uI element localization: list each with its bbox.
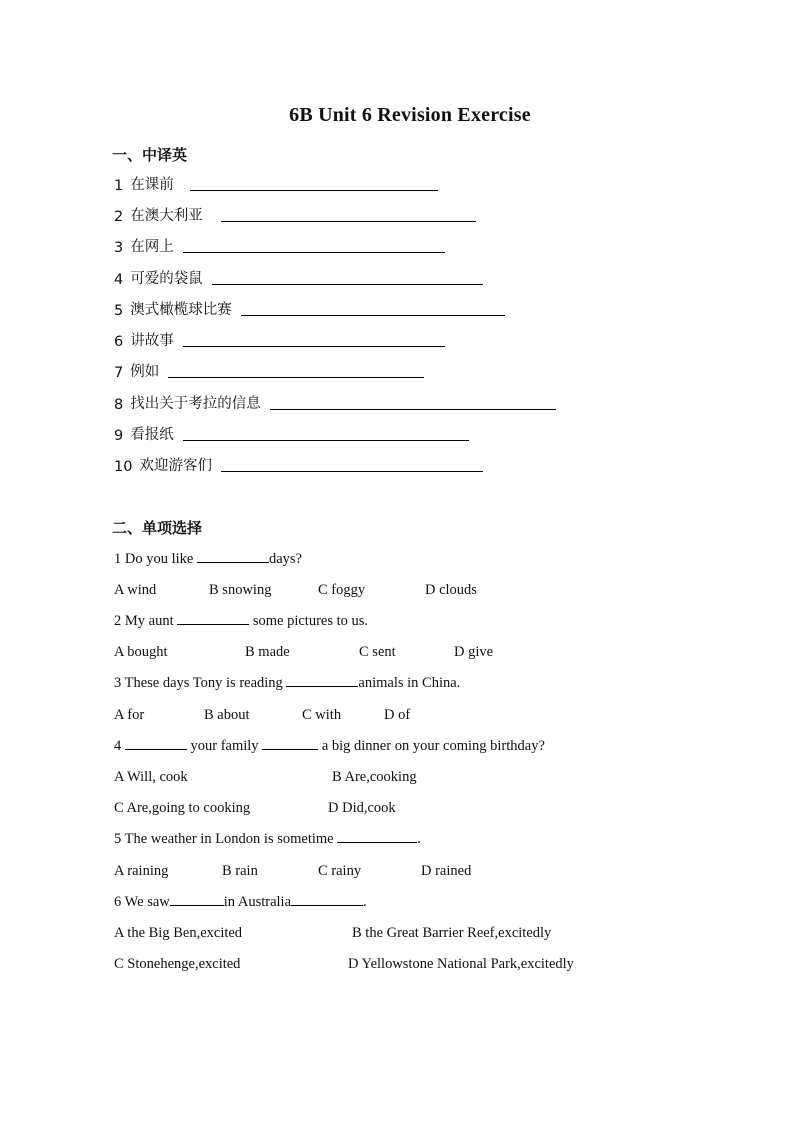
translation-item bbox=[114, 205, 476, 225]
option-a[interactable]: A bought bbox=[114, 644, 168, 660]
question-3 bbox=[114, 675, 460, 692]
translation-item bbox=[114, 268, 483, 288]
translation-item bbox=[114, 361, 424, 381]
answer-blank[interactable] bbox=[190, 189, 438, 191]
option-b[interactable]: B the Great Barrier Reef,excitedly bbox=[352, 925, 552, 941]
item-number: 3 bbox=[114, 240, 124, 256]
answer-blank[interactable] bbox=[221, 470, 483, 472]
answer-blank[interactable] bbox=[183, 439, 469, 441]
option-c[interactable]: C rainy bbox=[318, 863, 362, 879]
answer-blank[interactable] bbox=[221, 220, 476, 222]
answer-blank[interactable] bbox=[183, 345, 445, 347]
translation-item bbox=[114, 330, 445, 350]
option-b[interactable]: B made bbox=[245, 644, 290, 660]
option-c[interactable]: C Stonehenge,excited bbox=[114, 956, 241, 972]
question-2 bbox=[114, 613, 368, 630]
option-b[interactable]: B about bbox=[204, 707, 250, 723]
answer-blank[interactable] bbox=[241, 314, 505, 316]
answer-blank[interactable] bbox=[337, 841, 417, 843]
question-text: some pictures to us. bbox=[249, 613, 369, 629]
item-number: 4 bbox=[114, 272, 124, 288]
option-d[interactable]: D rained bbox=[421, 863, 472, 879]
question-1 bbox=[114, 551, 302, 568]
option-b[interactable]: B snowing bbox=[209, 582, 272, 598]
translation-item bbox=[114, 455, 483, 475]
question-text: days? bbox=[268, 551, 302, 567]
question-text: . bbox=[417, 831, 421, 847]
answer-blank[interactable] bbox=[125, 748, 187, 750]
answer-blank[interactable] bbox=[286, 685, 358, 687]
item-number: 10 bbox=[114, 459, 133, 475]
item-number: 7 bbox=[114, 365, 124, 381]
translation-item bbox=[114, 236, 445, 256]
answer-blank[interactable] bbox=[177, 623, 249, 625]
answer-blank[interactable] bbox=[270, 408, 556, 410]
item-text: 在网上 bbox=[130, 239, 174, 255]
question-text: animals in China. bbox=[358, 675, 461, 691]
translation-item bbox=[114, 393, 556, 413]
item-text: 在课前 bbox=[130, 177, 174, 193]
item-number: 1 bbox=[114, 178, 124, 194]
section-heading-multiple-choice: 二、单项选择 bbox=[112, 519, 203, 537]
option-d[interactable]: D clouds bbox=[425, 582, 477, 598]
item-number: 2 bbox=[114, 209, 124, 225]
question-text: 3 These days Tony is reading bbox=[114, 675, 287, 691]
question-text: 5 The weather in London is sometime bbox=[114, 831, 338, 847]
question-text: your family bbox=[186, 738, 263, 754]
question-text: 6 We saw bbox=[114, 894, 170, 910]
option-c[interactable]: C sent bbox=[359, 644, 396, 660]
answer-blank[interactable] bbox=[212, 283, 483, 285]
answer-blank[interactable] bbox=[197, 561, 269, 563]
option-d[interactable]: D Yellowstone National Park,excitedly bbox=[348, 956, 574, 972]
question-text: 4 bbox=[114, 738, 125, 754]
question-text: in Australia bbox=[223, 894, 292, 910]
option-d[interactable]: D give bbox=[454, 644, 494, 660]
answer-blank[interactable] bbox=[262, 748, 318, 750]
option-c[interactable]: C Are,going to cooking bbox=[114, 800, 251, 816]
option-c[interactable]: C with bbox=[302, 707, 342, 723]
section-heading-translation: 一、中译英 bbox=[112, 146, 188, 164]
translation-item bbox=[114, 424, 469, 444]
question-6 bbox=[114, 894, 367, 911]
option-a[interactable]: A the Big Ben,excited bbox=[114, 925, 243, 941]
item-text: 看报纸 bbox=[130, 427, 174, 443]
question-text: 2 My aunt bbox=[114, 613, 178, 629]
question-text: 1 Do you like bbox=[114, 551, 197, 567]
page-title: 6B Unit 6 Revision Exercise bbox=[289, 104, 531, 126]
option-d[interactable]: D Did,cook bbox=[328, 800, 396, 816]
item-number: 8 bbox=[114, 397, 124, 413]
option-b[interactable]: B Are,cooking bbox=[332, 769, 417, 785]
answer-blank[interactable] bbox=[168, 376, 424, 378]
answer-blank[interactable] bbox=[170, 904, 224, 906]
translation-item bbox=[114, 174, 438, 194]
option-a[interactable]: A for bbox=[114, 707, 145, 723]
option-c[interactable]: C foggy bbox=[318, 582, 366, 598]
question-5 bbox=[114, 831, 421, 848]
translation-item bbox=[114, 299, 505, 319]
option-d[interactable]: D of bbox=[384, 707, 411, 723]
option-a[interactable]: A wind bbox=[114, 582, 157, 598]
option-a[interactable]: A Will, cook bbox=[114, 769, 188, 785]
item-number: 9 bbox=[114, 428, 124, 444]
item-text: 澳式橄榄球比赛 bbox=[130, 302, 232, 318]
item-text: 欢迎游客们 bbox=[139, 458, 212, 474]
question-text: a big dinner on your coming birthday? bbox=[318, 738, 545, 754]
question-text: . bbox=[363, 894, 367, 910]
item-text: 可爱的袋鼠 bbox=[130, 271, 203, 287]
option-b[interactable]: B rain bbox=[222, 863, 258, 879]
answer-blank[interactable] bbox=[291, 904, 363, 906]
item-text: 找出关于考拉的信息 bbox=[130, 396, 261, 412]
item-number: 5 bbox=[114, 303, 124, 319]
question-4 bbox=[114, 738, 545, 755]
option-a[interactable]: A raining bbox=[114, 863, 169, 879]
item-text: 例如 bbox=[130, 364, 160, 380]
item-number: 6 bbox=[114, 334, 124, 350]
answer-blank[interactable] bbox=[183, 251, 445, 253]
item-text: 讲故事 bbox=[130, 333, 174, 349]
item-text: 在澳大利亚 bbox=[130, 208, 203, 224]
